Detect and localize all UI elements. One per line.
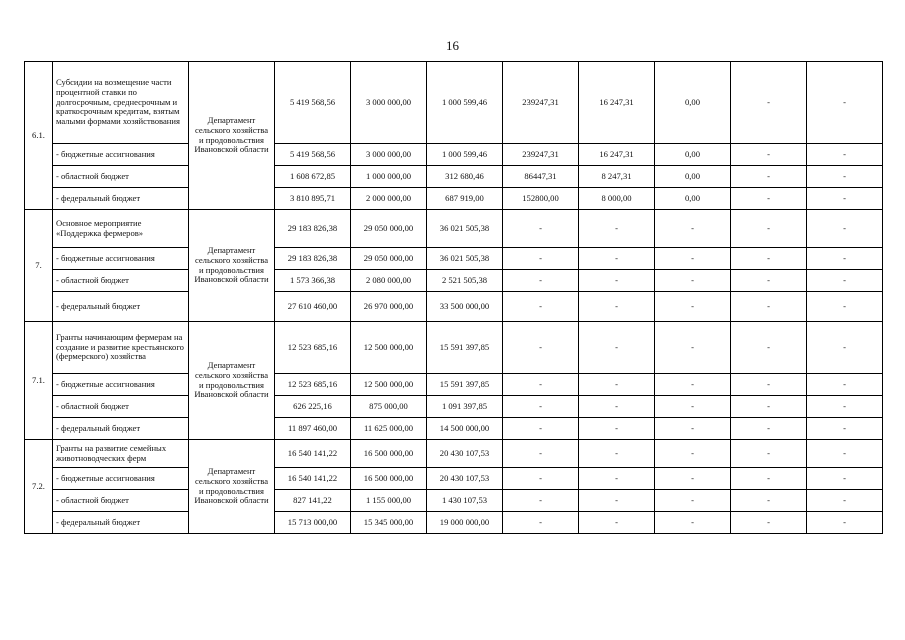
amount-cell: - [731, 322, 807, 374]
amount-cell: 12 500 000,00 [351, 374, 427, 396]
amount-cell: 11 897 460,00 [275, 418, 351, 440]
amount-cell: - [807, 248, 883, 270]
amount-cell: 0,00 [655, 62, 731, 144]
budget-source-row [25, 270, 883, 292]
budget-source-row [25, 512, 883, 534]
amount-cell: - [807, 292, 883, 322]
executor-name: Департамент сельского хозяйства и продовольствия Ивановской области [189, 322, 275, 440]
budget-source-name: - федеральный бюджет [53, 418, 189, 440]
amount-cell: - [655, 322, 731, 374]
amount-cell: - [731, 144, 807, 166]
amount-cell: 1 155 000,00 [351, 490, 427, 512]
amount-cell: 20 430 107,53 [427, 440, 503, 468]
activity-name: Гранты начинающим фермерам на создание и развитие крестьянского (фермерского) хозяйства [53, 322, 189, 374]
amount-cell: 29 183 826,38 [275, 210, 351, 248]
amount-cell: 27 610 460,00 [275, 292, 351, 322]
amount-cell: - [503, 396, 579, 418]
page-number: 16 [446, 38, 459, 53]
amount-cell: - [655, 468, 731, 490]
amount-cell: - [579, 322, 655, 374]
amount-cell: 875 000,00 [351, 396, 427, 418]
amount-cell: - [579, 396, 655, 418]
amount-cell: - [579, 440, 655, 468]
amount-cell: - [807, 512, 883, 534]
amount-cell: 16 540 141,22 [275, 440, 351, 468]
amount-cell: - [731, 418, 807, 440]
budget-table-body [25, 62, 883, 534]
amount-cell: 0,00 [655, 166, 731, 188]
budget-source-name: - областной бюджет [53, 270, 189, 292]
section-title-row [25, 210, 883, 248]
amount-cell: - [503, 210, 579, 248]
amount-cell: 1 608 672,85 [275, 166, 351, 188]
amount-cell: 14 500 000,00 [427, 418, 503, 440]
item-number: 7.1. [25, 322, 53, 440]
budget-source-name: - федеральный бюджет [53, 292, 189, 322]
amount-cell: - [731, 396, 807, 418]
amount-cell: 12 523 685,16 [275, 374, 351, 396]
activity-name: Субсидии на возмещение части процентной ставки по долгосрочным, среднесрочным и краткосрочным кредитам, взятым малыми формами хозяйствования [53, 62, 189, 144]
activity-name: Основное мероприятие «Поддержка фермеров» [53, 210, 189, 248]
amount-cell: - [579, 418, 655, 440]
amount-cell: - [655, 490, 731, 512]
amount-cell: - [731, 490, 807, 512]
amount-cell: - [579, 270, 655, 292]
amount-cell: - [807, 418, 883, 440]
budget-source-row [25, 144, 883, 166]
budget-source-name: - областной бюджет [53, 166, 189, 188]
budget-source-row [25, 374, 883, 396]
executor-name: Департамент сельского хозяйства и продовольствия Ивановской области [189, 62, 275, 210]
amount-cell: - [731, 374, 807, 396]
amount-cell: 20 430 107,53 [427, 468, 503, 490]
amount-cell: 3 810 895,71 [275, 188, 351, 210]
amount-cell: - [731, 512, 807, 534]
amount-cell: - [655, 292, 731, 322]
budget-table [24, 61, 883, 534]
amount-cell: - [807, 210, 883, 248]
amount-cell: 827 141,22 [275, 490, 351, 512]
amount-cell: - [503, 490, 579, 512]
amount-cell: - [579, 512, 655, 534]
amount-cell: 36 021 505,38 [427, 248, 503, 270]
amount-cell: 1 000 599,46 [427, 62, 503, 144]
amount-cell: - [579, 248, 655, 270]
amount-cell: 15 345 000,00 [351, 512, 427, 534]
amount-cell: 15 713 000,00 [275, 512, 351, 534]
amount-cell: - [807, 396, 883, 418]
activity-name: Гранты на развитие семейных животноводческих ферм [53, 440, 189, 468]
amount-cell: 3 000 000,00 [351, 62, 427, 144]
amount-cell: 15 591 397,85 [427, 322, 503, 374]
amount-cell: - [503, 512, 579, 534]
amount-cell: - [807, 490, 883, 512]
amount-cell: 29 050 000,00 [351, 210, 427, 248]
amount-cell: 1 000 599,46 [427, 144, 503, 166]
amount-cell: 312 680,46 [427, 166, 503, 188]
budget-source-row [25, 166, 883, 188]
amount-cell: - [731, 188, 807, 210]
amount-cell: 3 000 000,00 [351, 144, 427, 166]
amount-cell: 16 247,31 [579, 144, 655, 166]
amount-cell: 2 080 000,00 [351, 270, 427, 292]
amount-cell: 1 430 107,53 [427, 490, 503, 512]
amount-cell: 16 500 000,00 [351, 468, 427, 490]
amount-cell: 5 419 568,56 [275, 62, 351, 144]
budget-source-row [25, 292, 883, 322]
amount-cell: - [503, 270, 579, 292]
amount-cell: - [503, 292, 579, 322]
budget-source-name: - федеральный бюджет [53, 512, 189, 534]
section-title-row [25, 440, 883, 468]
amount-cell: 0,00 [655, 188, 731, 210]
amount-cell: 687 919,00 [427, 188, 503, 210]
amount-cell: - [655, 248, 731, 270]
amount-cell: - [503, 468, 579, 490]
amount-cell: 2 000 000,00 [351, 188, 427, 210]
amount-cell: - [655, 512, 731, 534]
item-number: 7. [25, 210, 53, 322]
amount-cell: - [807, 468, 883, 490]
budget-source-name: - областной бюджет [53, 490, 189, 512]
budget-source-name: - бюджетные ассигнования [53, 468, 189, 490]
amount-cell: - [503, 440, 579, 468]
amount-cell: 239247,31 [503, 62, 579, 144]
amount-cell: - [731, 270, 807, 292]
amount-cell: 626 225,16 [275, 396, 351, 418]
amount-cell: - [807, 270, 883, 292]
amount-cell: - [731, 210, 807, 248]
budget-source-row [25, 188, 883, 210]
amount-cell: 11 625 000,00 [351, 418, 427, 440]
amount-cell: - [807, 440, 883, 468]
budget-source-name: - бюджетные ассигнования [53, 374, 189, 396]
amount-cell: 2 521 505,38 [427, 270, 503, 292]
amount-cell: - [807, 374, 883, 396]
amount-cell: 1 091 397,85 [427, 396, 503, 418]
budget-source-row [25, 468, 883, 490]
amount-cell: - [579, 292, 655, 322]
amount-cell: 86447,31 [503, 166, 579, 188]
amount-cell: - [579, 468, 655, 490]
section-title-row [25, 322, 883, 374]
amount-cell: - [731, 468, 807, 490]
amount-cell: - [579, 374, 655, 396]
amount-cell: 8 000,00 [579, 188, 655, 210]
amount-cell: 33 500 000,00 [427, 292, 503, 322]
budget-source-row [25, 490, 883, 512]
amount-cell: - [807, 62, 883, 144]
amount-cell: - [579, 210, 655, 248]
amount-cell: - [655, 270, 731, 292]
amount-cell: 16 500 000,00 [351, 440, 427, 468]
amount-cell: - [655, 210, 731, 248]
amount-cell: 8 247,31 [579, 166, 655, 188]
amount-cell: - [655, 418, 731, 440]
item-number: 6.1. [25, 62, 53, 210]
budget-source-name: - бюджетные ассигнования [53, 248, 189, 270]
amount-cell: - [655, 440, 731, 468]
budget-source-name: - федеральный бюджет [53, 188, 189, 210]
amount-cell: 12 500 000,00 [351, 322, 427, 374]
amount-cell: - [655, 374, 731, 396]
amount-cell: 15 591 397,85 [427, 374, 503, 396]
amount-cell: 1 000 000,00 [351, 166, 427, 188]
amount-cell: - [731, 440, 807, 468]
budget-source-row [25, 418, 883, 440]
amount-cell: - [731, 292, 807, 322]
budget-source-name: - областной бюджет [53, 396, 189, 418]
amount-cell: 36 021 505,38 [427, 210, 503, 248]
amount-cell: - [731, 248, 807, 270]
budget-source-row [25, 396, 883, 418]
budget-source-row [25, 248, 883, 270]
amount-cell: - [579, 490, 655, 512]
amount-cell: 1 573 366,38 [275, 270, 351, 292]
amount-cell: 12 523 685,16 [275, 322, 351, 374]
amount-cell: - [807, 188, 883, 210]
amount-cell: 19 000 000,00 [427, 512, 503, 534]
executor-name: Департамент сельского хозяйства и продовольствия Ивановской области [189, 440, 275, 534]
amount-cell: 152800,00 [503, 188, 579, 210]
amount-cell: 16 540 141,22 [275, 468, 351, 490]
amount-cell: - [807, 322, 883, 374]
amount-cell: - [503, 374, 579, 396]
amount-cell: - [503, 248, 579, 270]
amount-cell: - [655, 396, 731, 418]
amount-cell: 16 247,31 [579, 62, 655, 144]
amount-cell: - [807, 166, 883, 188]
section-title-row [25, 62, 883, 144]
executor-name: Департамент сельского хозяйства и продовольствия Ивановской области [189, 210, 275, 322]
budget-source-name: - бюджетные ассигнования [53, 144, 189, 166]
amount-cell: 26 970 000,00 [351, 292, 427, 322]
amount-cell: - [503, 322, 579, 374]
amount-cell: 0,00 [655, 144, 731, 166]
amount-cell: - [731, 166, 807, 188]
amount-cell: - [503, 418, 579, 440]
amount-cell: 29 050 000,00 [351, 248, 427, 270]
amount-cell: 5 419 568,56 [275, 144, 351, 166]
amount-cell: 29 183 826,38 [275, 248, 351, 270]
amount-cell: 239247,31 [503, 144, 579, 166]
item-number: 7.2. [25, 440, 53, 534]
amount-cell: - [807, 144, 883, 166]
amount-cell: - [731, 62, 807, 144]
